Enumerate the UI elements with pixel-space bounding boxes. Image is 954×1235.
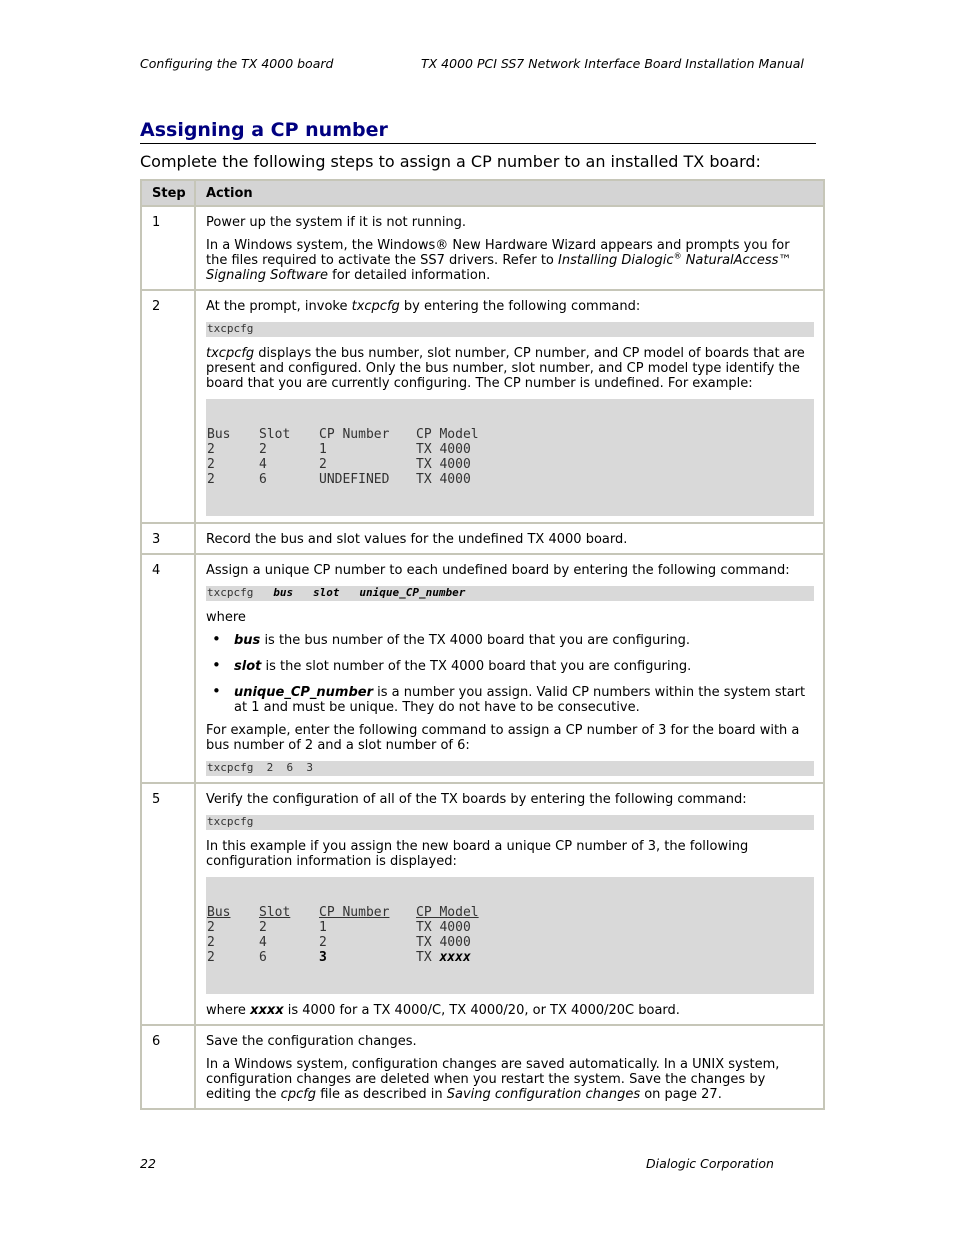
cp-table-row: 2 6 3 TX xxxx <box>207 950 471 965</box>
step-text: Power up the system if it is not running. <box>206 215 467 230</box>
step-text: In a Windows system, configuration changes are saved automatically. In a UNIX system, configuration changes are deleted when you restart the system. Save the changes by editing the cpcfg file as described in Saving configuration changes on page 27. <box>206 1057 780 1102</box>
step-action <box>195 523 824 554</box>
list-item: • slot is the slot number of the TX 4000 board that you are configuring. <box>234 659 814 674</box>
step-text: Record the bus and slot values for the undefined TX 4000 board. <box>206 532 628 547</box>
step-action <box>195 206 824 290</box>
step-number: 1 <box>141 206 195 290</box>
col-action-header: Action <box>195 180 824 206</box>
step-text: For example, enter the following command to assign a CP number of 3 for the board with a bus number of 2 and a slot number of 6: <box>206 723 800 753</box>
cp-table <box>207 905 479 965</box>
step-number: 2 <box>141 290 195 523</box>
running-header-manual-title: TX 4000 PCI SS7 Network Interface Board Installation Manual <box>421 56 804 71</box>
step-text: At the prompt, invoke txcpcfg by entering the following command: <box>206 299 641 314</box>
step-text: Save the configuration changes. <box>206 1034 417 1049</box>
step-row <box>141 290 824 523</box>
step-text: where <box>206 610 246 625</box>
step-number: 4 <box>141 554 195 783</box>
parameter-list <box>206 633 814 715</box>
command-block: txcpcfg <box>206 322 814 337</box>
col-step-header: Step <box>141 180 195 206</box>
output-block <box>206 399 814 516</box>
steps-table <box>140 179 825 1110</box>
cp-table-row: 2 6 UNDEFINED TX 4000 <box>207 472 471 487</box>
cp-table-row: 2 2 1 TX 4000 <box>207 442 471 457</box>
cp-table-row: 2 4 2 TX 4000 <box>207 457 471 472</box>
section-title: Assigning a CP number <box>140 119 388 141</box>
steps-table-header <box>141 180 824 206</box>
step-text: where xxxx is 4000 for a TX 4000/C, TX 4000/20, or TX 4000/20C board. <box>206 1003 680 1018</box>
title-rule <box>140 143 816 144</box>
step-action <box>195 290 824 523</box>
footer-company: Dialogic Corporation <box>646 1156 774 1171</box>
list-item: • unique_CP_number is a number you assign. Valid CP numbers within the system start at 1 and must be unique. They do not have to be consecutive. <box>234 685 814 715</box>
step-number: 3 <box>141 523 195 554</box>
cp-table-row: 2 4 2 TX 4000 <box>207 935 471 950</box>
cp-table-header: Bus Slot CP Number CP Model <box>207 427 479 442</box>
step-text: In this example if you assign the new board a unique CP number of 3, the following configuration information is displayed: <box>206 839 749 869</box>
step-number: 6 <box>141 1025 195 1109</box>
running-header-chapter: Configuring the TX 4000 board <box>140 56 334 71</box>
output-block <box>206 877 814 994</box>
cp-table <box>207 427 479 487</box>
cp-table-row: 2 2 1 TX 4000 <box>207 920 471 935</box>
command-block: txcpcfg 2 6 3 <box>206 761 814 776</box>
step-row <box>141 1025 824 1109</box>
step-action <box>195 554 824 783</box>
step-action <box>195 1025 824 1109</box>
list-item: • bus is the bus number of the TX 4000 board that you are configuring. <box>234 633 814 648</box>
step-number: 5 <box>141 783 195 1025</box>
step-row <box>141 554 824 783</box>
command-block: txcpcfg bus slot unique_CP_number <box>206 586 814 601</box>
step-action <box>195 783 824 1025</box>
step-text: In a Windows system, the Windows® New Hardware Wizard appears and prompts you for the files required to activate the SS7 drivers. Refer to Installing Dialogic® NaturalAccess™ Signaling Software for detailed information. <box>206 238 792 283</box>
step-row <box>141 206 824 290</box>
step-text: Assign a unique CP number to each undefined board by entering the following command: <box>206 563 790 578</box>
command-block: txcpcfg <box>206 815 814 830</box>
cp-table-header: Bus Slot CP Number CP Model <box>207 905 479 920</box>
step-row <box>141 783 824 1025</box>
page-number: 22 <box>140 1156 156 1171</box>
step-row <box>141 523 824 554</box>
step-text: Verify the configuration of all of the TX boards by entering the following command: <box>206 792 747 807</box>
step-text: txcpcfg displays the bus number, slot number, CP number, and CP model of boards that are present and configured. Only the bus number, slot number, and CP model type identify the board that you are currently configuring. The CP number is undefined. For example: <box>206 346 805 391</box>
section-intro: Complete the following steps to assign a CP number to an installed TX board: <box>140 152 761 171</box>
